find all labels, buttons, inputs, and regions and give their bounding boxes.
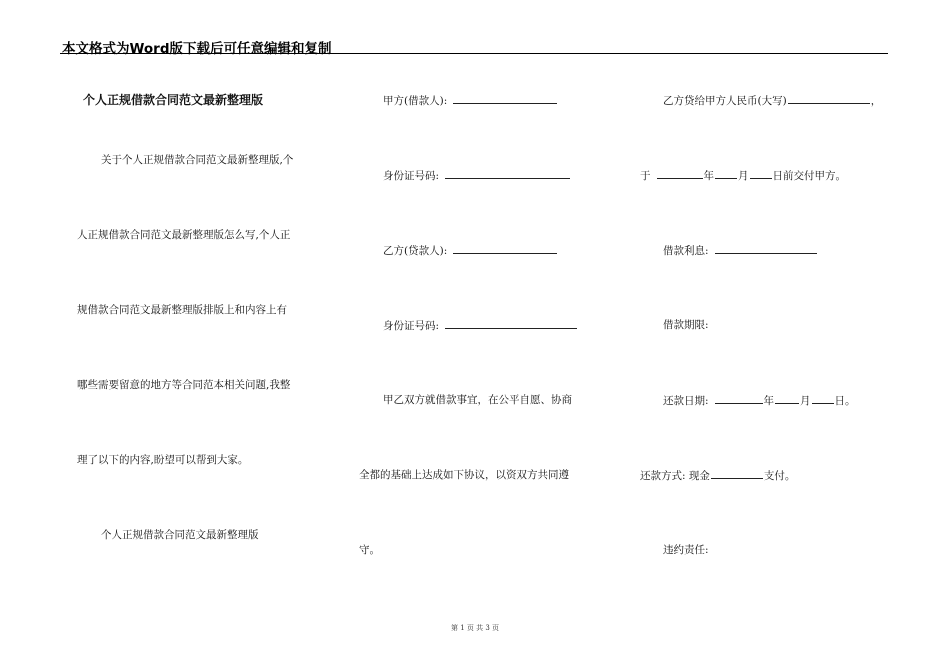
party-a-blank — [453, 93, 557, 104]
interest-field — [663, 243, 818, 258]
party-a-field — [383, 93, 558, 108]
repay-method-field — [640, 468, 795, 483]
repay-year-label: 年 — [763, 395, 775, 407]
party-b-field — [383, 243, 558, 258]
id-a-field — [383, 168, 571, 183]
loan-amount-field — [663, 93, 881, 108]
delivery-date-field — [640, 168, 846, 183]
repay-method-label: 还款方式: 现金 — [640, 470, 710, 482]
delivery-year-label: 年 — [703, 170, 714, 182]
intro-line-5: 理了以下的内容,盼望可以帮到大家。 — [77, 454, 249, 466]
interest-blank — [715, 243, 817, 254]
repay-day-blank — [812, 393, 834, 404]
delivery-year-blank — [657, 168, 703, 179]
repay-method-blank — [711, 468, 763, 479]
loan-amount-label: 乙方贷给甲方人民币(大写) — [663, 95, 787, 107]
intro-line-2: 人正规借款合同范文最新整理版怎么写,个人正 — [77, 229, 291, 241]
id-b-blank — [445, 318, 577, 329]
page-header: 本文格式为Word版下载后可任意编辑和复制 — [62, 41, 332, 57]
id-b-label: 身份证号码: — [383, 320, 440, 332]
repay-date-field — [663, 393, 856, 408]
repay-year-blank — [715, 393, 763, 404]
intro-line-4: 哪些需要留意的地方等合同范本相关问题,我整 — [77, 379, 291, 391]
repay-day-label: 日。 — [834, 395, 856, 407]
interest-label: 借款利息: — [663, 245, 709, 257]
page-footer: 第 1 页 共 3 页 — [450, 624, 500, 632]
id-b-field — [383, 318, 578, 333]
party-b-label: 乙方(贷款人): — [383, 245, 448, 257]
party-b-blank — [453, 243, 557, 254]
breach-label: 违约责任: — [663, 544, 709, 556]
delivery-prefix: 于 — [640, 170, 651, 182]
id-a-blank — [445, 168, 570, 179]
term-label: 借款期限: — [663, 319, 709, 331]
document-title: 个人正规借款合同范文最新整理版 — [83, 93, 264, 107]
repay-month-blank — [775, 393, 799, 404]
repay-month-label: 月 — [800, 395, 811, 407]
delivery-month-label: 月 — [738, 170, 749, 182]
section-subtitle: 个人正规借款合同范文最新整理版 — [101, 529, 259, 541]
intro-line-1: 关于个人正规借款合同范文最新整理版,个 — [101, 154, 294, 166]
agreement-para-line-3: 守。 — [359, 544, 380, 556]
loan-amount-comma: ， — [870, 95, 882, 107]
delivery-suffix: 日前交付甲方。 — [772, 170, 846, 182]
loan-amount-blank — [788, 93, 870, 104]
intro-line-3: 规借款合同范文最新整理版排版上和内容上有 — [77, 304, 287, 316]
header-divider — [60, 53, 888, 54]
delivery-month-blank — [715, 168, 737, 179]
agreement-para-line-2: 全都的基础上达成如下协议，以资双方共同遵 — [359, 469, 569, 481]
id-a-label: 身份证号码: — [383, 170, 440, 182]
repay-method-end: 支付。 — [763, 470, 796, 482]
repay-date-label: 还款日期: — [663, 395, 709, 407]
party-a-label: 甲方(借款人): — [383, 95, 448, 107]
agreement-para-line-1: 甲乙双方就借款事宜，在公平自愿、协商 — [383, 394, 572, 406]
delivery-day-blank — [750, 168, 772, 179]
